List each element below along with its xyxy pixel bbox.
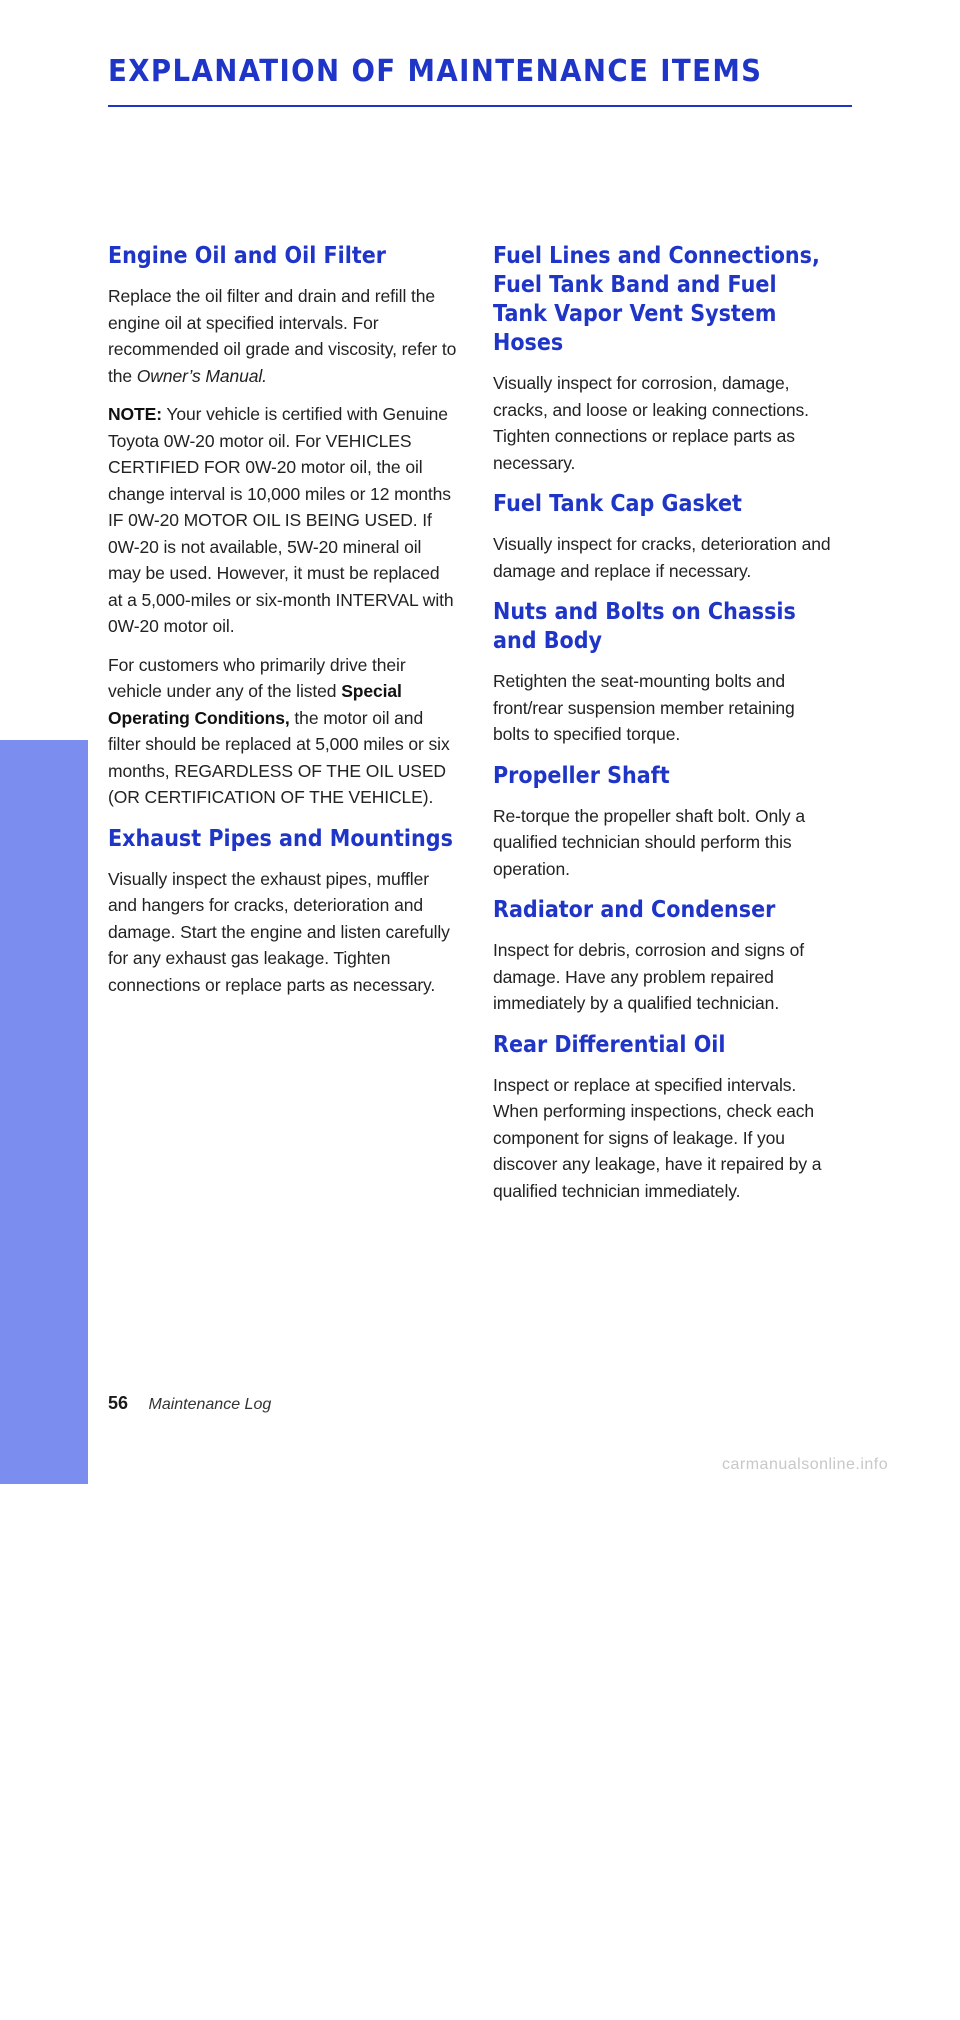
- section-title: Propeller Shaft: [493, 762, 670, 789]
- note-text: Your vehicle is certified with Genuine Toyota 0W-20 motor oil. For VEHICLES CERTIFIED FOR 0W-20 motor oil, the oil change interval is 10,000 miles or 12 months IF 0W-20 MOTOR OIL IS BEING USED. If 0W-20 is not available, 5W-20 mineral oil may be used. However, it must be replaced at a 5,000-miles or six-month INTERVAL with 0W-20 motor oil.: [108, 404, 454, 636]
- page-header-title: EXPLANATION OF MAINTENANCE ITEMS: [108, 54, 763, 89]
- paragraph: [108, 283, 458, 389]
- page-number: 56: [108, 1393, 129, 1413]
- watermark: carmanualsonline.info: [722, 1456, 889, 1473]
- section-title: Nuts and Bolts on Chassis and Body: [493, 599, 796, 654]
- section-fuel-cap: [493, 490, 833, 584]
- section-rear-differential: [493, 1031, 833, 1205]
- paragraph: Visually inspect for corrosion, damage, cracks, and loose or leaking connections. Tighten connections or replace parts as necessary.: [493, 373, 809, 473]
- paragraph: Inspect for debris, corrosion and signs of damage. Have any problem repaired immediately by a qualified technician.: [493, 940, 804, 1013]
- footer-label: Maintenance Log: [148, 1396, 272, 1413]
- paragraph: Inspect or replace at specified intervals. When performing inspections, check each component for signs of leakage. If you discover any leakage, have it repaired by a qualified technician immediately.: [493, 1074, 822, 1201]
- header-divider: [108, 105, 852, 107]
- section-fuel-lines: [493, 242, 833, 476]
- section-title: Rear Differential Oil: [493, 1031, 726, 1058]
- section-title: Exhaust Pipes and Mountings: [108, 825, 453, 852]
- paragraph: Retighten the seat-mounting bolts and front/rear suspension member retaining bolts to specified torque.: [493, 671, 795, 744]
- note-label: NOTE:: [108, 404, 162, 424]
- left-column: [108, 242, 458, 1012]
- section-radiator: [493, 896, 833, 1017]
- section-nuts-bolts: [493, 598, 833, 748]
- section-title: Fuel Tank Cap Gasket: [493, 491, 742, 517]
- paragraph-text: the motor oil and filter should be replaced at 5,000 miles or six months, REGARDLESS OF THE OIL USED (OR CERTIFICATION OF THE VEHICLE).: [108, 707, 450, 807]
- paragraph: Visually inspect the exhaust pipes, muffler and hangers for cracks, deterioration and damage. Start the engine and listen carefully for any exhaust gas leakage. Tighten connections or replace parts as necessary.: [108, 868, 450, 995]
- note-paragraph: [108, 401, 458, 640]
- manual-reference: Owner’s Manual.: [136, 365, 267, 386]
- paragraph: Re-torque the propeller shaft bolt. Only a qualified technician should perform this operation.: [493, 805, 805, 879]
- section-propeller-shaft: [493, 762, 833, 883]
- section-exhaust: [108, 825, 458, 999]
- section-title: Engine Oil and Oil Filter: [108, 243, 386, 269]
- page-footer: [108, 1393, 271, 1414]
- section-title: Radiator and Condenser: [493, 897, 776, 923]
- side-tab-label: MAINTENANCE: [23, 1680, 65, 2020]
- paragraph-text: For customers who primarily drive their vehicle under any of the listed: [108, 654, 406, 701]
- paragraph: Visually inspect for cracks, deterioration and damage and replace if necessary.: [493, 534, 831, 581]
- paragraph: [108, 652, 458, 811]
- section-title: Fuel Lines and Connections, Fuel Tank Band and Fuel Tank Vapor Vent System Hoses: [493, 243, 820, 356]
- section-engine-oil: [108, 242, 458, 811]
- right-column: [493, 242, 833, 1218]
- side-section-tab: [0, 740, 88, 2020]
- special-conditions-term: Special Operating Conditions,: [108, 681, 402, 728]
- paragraph-text: Replace the oil filter and drain and refill the engine oil at specified intervals. For recommended oil grade and viscosity, refer to the: [108, 286, 457, 386]
